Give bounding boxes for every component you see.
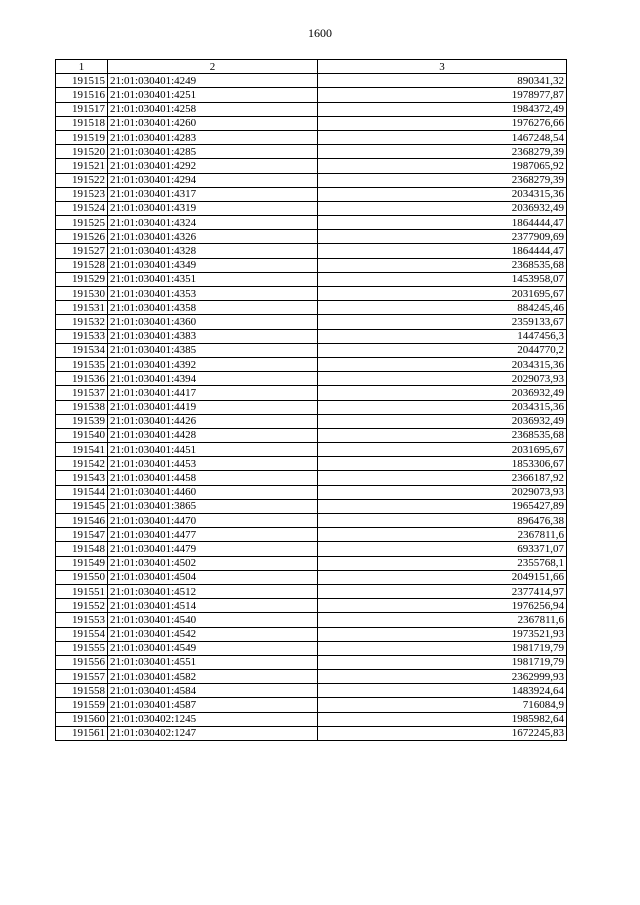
- row-number-cell: 191542: [56, 457, 108, 471]
- row-number-cell: 191523: [56, 187, 108, 201]
- value-cell: 2034315,36: [318, 357, 567, 371]
- cadastral-number-cell: 21:01:030401:4502: [108, 556, 318, 570]
- cadastral-number-cell: 21:01:030401:4324: [108, 216, 318, 230]
- cadastral-number-cell: 21:01:030401:4426: [108, 414, 318, 428]
- table-row: [56, 372, 567, 386]
- cadastral-number-cell: 21:01:030401:4419: [108, 400, 318, 414]
- cadastral-number-cell: 21:01:030401:4542: [108, 627, 318, 641]
- cadastral-number-cell: 21:01:030401:4458: [108, 471, 318, 485]
- row-number-cell: 191548: [56, 542, 108, 556]
- table-row: [56, 400, 567, 414]
- value-cell: 2362999,93: [318, 670, 567, 684]
- table-row: [56, 116, 567, 130]
- value-cell: 2031695,67: [318, 443, 567, 457]
- value-cell: 2044770,2: [318, 343, 567, 357]
- table-row: [56, 570, 567, 584]
- cadastral-number-cell: 21:01:030401:4360: [108, 315, 318, 329]
- cadastral-number-cell: 21:01:030401:4326: [108, 230, 318, 244]
- value-cell: 1985982,64: [318, 712, 567, 726]
- value-cell: 1984372,49: [318, 102, 567, 116]
- row-number-cell: 191533: [56, 329, 108, 343]
- value-cell: 2049151,66: [318, 570, 567, 584]
- table-row: [56, 457, 567, 471]
- data-table: [55, 59, 567, 741]
- row-number-cell: 191544: [56, 485, 108, 499]
- row-number-cell: 191550: [56, 570, 108, 584]
- value-cell: 2031695,67: [318, 287, 567, 301]
- value-cell: 1973521,93: [318, 627, 567, 641]
- cadastral-number-cell: 21:01:030401:4394: [108, 372, 318, 386]
- value-cell: 2359133,67: [318, 315, 567, 329]
- cadastral-number-cell: 21:01:030402:1245: [108, 712, 318, 726]
- cadastral-number-cell: 21:01:030401:4514: [108, 599, 318, 613]
- value-cell: 2367811,6: [318, 528, 567, 542]
- table-row: [56, 556, 567, 570]
- cadastral-number-cell: 21:01:030401:4512: [108, 584, 318, 598]
- table-row: [56, 301, 567, 315]
- cadastral-number-cell: 21:01:030401:4417: [108, 386, 318, 400]
- column-header-1: 1: [56, 60, 108, 74]
- value-cell: 1853306,67: [318, 457, 567, 471]
- row-number-cell: 191557: [56, 670, 108, 684]
- row-number-cell: 191538: [56, 400, 108, 414]
- row-number-cell: 191552: [56, 599, 108, 613]
- cadastral-number-cell: 21:01:030401:4251: [108, 88, 318, 102]
- table-row: [56, 258, 567, 272]
- table-row: [56, 102, 567, 116]
- cadastral-number-cell: 21:01:030401:3865: [108, 499, 318, 513]
- cadastral-number-cell: 21:01:030401:4249: [108, 74, 318, 88]
- value-cell: 2377414,97: [318, 584, 567, 598]
- cadastral-number-cell: 21:01:030401:4549: [108, 641, 318, 655]
- cadastral-number-cell: 21:01:030401:4504: [108, 570, 318, 584]
- row-number-cell: 191558: [56, 684, 108, 698]
- value-cell: 2034315,36: [318, 187, 567, 201]
- table-row: [56, 130, 567, 144]
- row-number-cell: 191520: [56, 145, 108, 159]
- table-row: [56, 514, 567, 528]
- table-row: [56, 641, 567, 655]
- cadastral-number-cell: 21:01:030401:4551: [108, 655, 318, 669]
- value-cell: 2036932,49: [318, 414, 567, 428]
- table-row: [56, 684, 567, 698]
- value-cell: 1453958,07: [318, 272, 567, 286]
- value-cell: 2366187,92: [318, 471, 567, 485]
- row-number-cell: 191537: [56, 386, 108, 400]
- table-row: [56, 244, 567, 258]
- cadastral-number-cell: 21:01:030401:4453: [108, 457, 318, 471]
- value-cell: 1672245,83: [318, 726, 567, 740]
- table-row: [56, 613, 567, 627]
- cadastral-number-cell: 21:01:030401:4460: [108, 485, 318, 499]
- table-row: [56, 230, 567, 244]
- table-row: [56, 627, 567, 641]
- value-cell: 2029073,93: [318, 372, 567, 386]
- table-row: [56, 343, 567, 357]
- value-cell: 2367811,6: [318, 613, 567, 627]
- value-cell: 2368279,39: [318, 173, 567, 187]
- page-number: 1600: [308, 26, 332, 40]
- row-number-cell: 191539: [56, 414, 108, 428]
- cadastral-number-cell: 21:01:030401:4349: [108, 258, 318, 272]
- table-row: [56, 88, 567, 102]
- value-cell: 1981719,79: [318, 641, 567, 655]
- table-row: [56, 272, 567, 286]
- cadastral-number-cell: 21:01:030401:4353: [108, 287, 318, 301]
- row-number-cell: 191543: [56, 471, 108, 485]
- cadastral-number-cell: 21:01:030401:4470: [108, 514, 318, 528]
- value-cell: 2036932,49: [318, 386, 567, 400]
- value-cell: 2355768,1: [318, 556, 567, 570]
- table-row: [56, 201, 567, 215]
- value-cell: 1483924,64: [318, 684, 567, 698]
- cadastral-number-cell: 21:01:030401:4477: [108, 528, 318, 542]
- table-row: [56, 159, 567, 173]
- cadastral-number-cell: 21:01:030401:4584: [108, 684, 318, 698]
- row-number-cell: 191551: [56, 584, 108, 598]
- cadastral-number-cell: 21:01:030401:4587: [108, 698, 318, 712]
- table-row: [56, 428, 567, 442]
- value-cell: 1981719,79: [318, 655, 567, 669]
- table-row: [56, 414, 567, 428]
- row-number-cell: 191541: [56, 443, 108, 457]
- value-cell: 884245,46: [318, 301, 567, 315]
- row-number-cell: 191540: [56, 428, 108, 442]
- table-row: [56, 655, 567, 669]
- cadastral-number-cell: 21:01:030401:4285: [108, 145, 318, 159]
- cadastral-number-cell: 21:01:030401:4358: [108, 301, 318, 315]
- cadastral-number-cell: 21:01:030401:4258: [108, 102, 318, 116]
- cadastral-number-cell: 21:01:030401:4540: [108, 613, 318, 627]
- table-row: [56, 712, 567, 726]
- value-cell: 2377909,69: [318, 230, 567, 244]
- row-number-cell: 191529: [56, 272, 108, 286]
- row-number-cell: 191515: [56, 74, 108, 88]
- row-number-cell: 191535: [56, 357, 108, 371]
- table-header-row: [56, 60, 567, 74]
- value-cell: 716084,9: [318, 698, 567, 712]
- table-row: [56, 357, 567, 371]
- value-cell: 2034315,36: [318, 400, 567, 414]
- row-number-cell: 191518: [56, 116, 108, 130]
- row-number-cell: 191516: [56, 88, 108, 102]
- row-number-cell: 191522: [56, 173, 108, 187]
- value-cell: 2029073,93: [318, 485, 567, 499]
- table-row: [56, 485, 567, 499]
- value-cell: 1987065,92: [318, 159, 567, 173]
- column-header-2: 2: [108, 60, 318, 74]
- table-row: [56, 216, 567, 230]
- row-number-cell: 191546: [56, 514, 108, 528]
- row-number-cell: 191530: [56, 287, 108, 301]
- row-number-cell: 191555: [56, 641, 108, 655]
- row-number-cell: 191561: [56, 726, 108, 740]
- table-row: [56, 173, 567, 187]
- cadastral-number-cell: 21:01:030401:4351: [108, 272, 318, 286]
- value-cell: 896476,38: [318, 514, 567, 528]
- row-number-cell: 191519: [56, 130, 108, 144]
- table-row: [56, 315, 567, 329]
- row-number-cell: 191531: [56, 301, 108, 315]
- cadastral-number-cell: 21:01:030401:4260: [108, 116, 318, 130]
- table-row: [56, 599, 567, 613]
- cadastral-number-cell: 21:01:030401:4383: [108, 329, 318, 343]
- table-row: [56, 287, 567, 301]
- value-cell: 1976276,66: [318, 116, 567, 130]
- table-row: [56, 528, 567, 542]
- row-number-cell: 191526: [56, 230, 108, 244]
- row-number-cell: 191536: [56, 372, 108, 386]
- cadastral-number-cell: 21:01:030401:4319: [108, 201, 318, 215]
- row-number-cell: 191524: [56, 201, 108, 215]
- table-row: [56, 329, 567, 343]
- cadastral-number-cell: 21:01:030401:4328: [108, 244, 318, 258]
- row-number-cell: 191560: [56, 712, 108, 726]
- value-cell: 1978977,87: [318, 88, 567, 102]
- cadastral-number-cell: 21:01:030401:4317: [108, 187, 318, 201]
- cadastral-number-cell: 21:01:030401:4451: [108, 443, 318, 457]
- cadastral-number-cell: 21:01:030401:4385: [108, 343, 318, 357]
- table-row: [56, 74, 567, 88]
- table-row: [56, 584, 567, 598]
- table-row: [56, 726, 567, 740]
- value-cell: 693371,07: [318, 542, 567, 556]
- cadastral-number-cell: 21:01:030402:1247: [108, 726, 318, 740]
- value-cell: 1447456,3: [318, 329, 567, 343]
- row-number-cell: 191556: [56, 655, 108, 669]
- value-cell: 2036932,49: [318, 201, 567, 215]
- cadastral-number-cell: 21:01:030401:4283: [108, 130, 318, 144]
- row-number-cell: 191549: [56, 556, 108, 570]
- cadastral-number-cell: 21:01:030401:4294: [108, 173, 318, 187]
- cadastral-number-cell: 21:01:030401:4428: [108, 428, 318, 442]
- table-row: [56, 542, 567, 556]
- row-number-cell: 191528: [56, 258, 108, 272]
- table-row: [56, 471, 567, 485]
- table-row: [56, 499, 567, 513]
- value-cell: 2368279,39: [318, 145, 567, 159]
- table-row: [56, 386, 567, 400]
- row-number-cell: 191534: [56, 343, 108, 357]
- cadastral-number-cell: 21:01:030401:4582: [108, 670, 318, 684]
- value-cell: 1864444,47: [318, 244, 567, 258]
- cadastral-number-cell: 21:01:030401:4479: [108, 542, 318, 556]
- row-number-cell: 191547: [56, 528, 108, 542]
- table-row: [56, 670, 567, 684]
- column-header-3: 3: [318, 60, 567, 74]
- value-cell: 890341,32: [318, 74, 567, 88]
- table-row: [56, 187, 567, 201]
- value-cell: 1864444,47: [318, 216, 567, 230]
- row-number-cell: 191553: [56, 613, 108, 627]
- cadastral-number-cell: 21:01:030401:4392: [108, 357, 318, 371]
- row-number-cell: 191517: [56, 102, 108, 116]
- cadastral-number-cell: 21:01:030401:4292: [108, 159, 318, 173]
- value-cell: 1976256,94: [318, 599, 567, 613]
- row-number-cell: 191545: [56, 499, 108, 513]
- row-number-cell: 191525: [56, 216, 108, 230]
- value-cell: 1467248,54: [318, 130, 567, 144]
- table-body: [56, 74, 567, 741]
- table-row: [56, 443, 567, 457]
- table-row: [56, 145, 567, 159]
- value-cell: 2368535,68: [318, 428, 567, 442]
- row-number-cell: 191527: [56, 244, 108, 258]
- value-cell: 1965427,89: [318, 499, 567, 513]
- table-row: [56, 698, 567, 712]
- value-cell: 2368535,68: [318, 258, 567, 272]
- row-number-cell: 191554: [56, 627, 108, 641]
- row-number-cell: 191532: [56, 315, 108, 329]
- row-number-cell: 191559: [56, 698, 108, 712]
- row-number-cell: 191521: [56, 159, 108, 173]
